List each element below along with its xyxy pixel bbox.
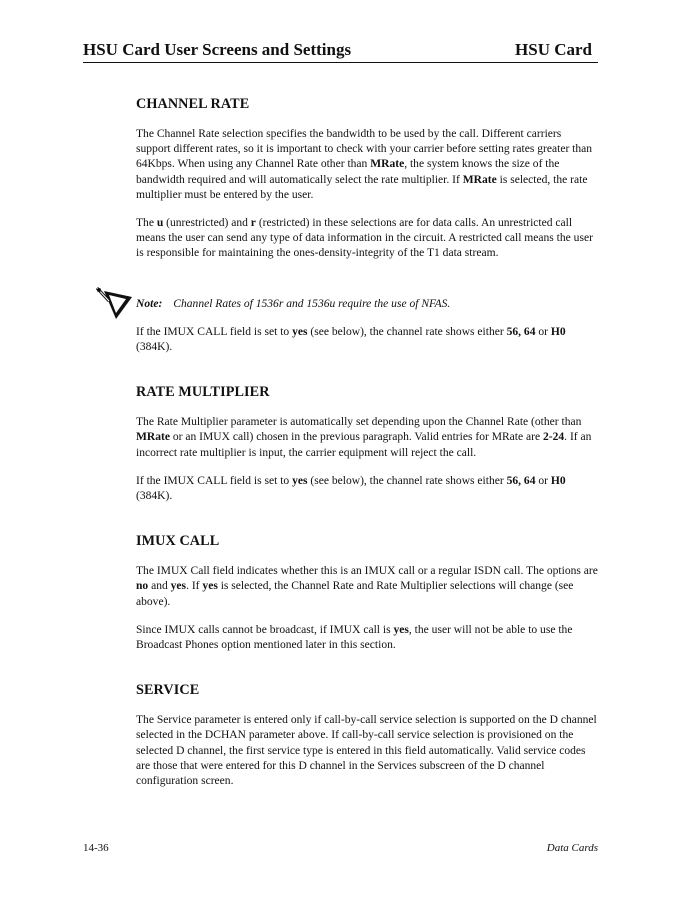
service-paragraph-1: The Service parameter is entered only if call-by-call service selection is supported on the D channel selected in the DCHAN parameter above. If call-by-call service selection is provisioned on the selected D channel, the first service type is entered in this field automatically. Valid service codes are those that were entered for this D channel in the Services subscreen of the D channel configuration screen.	[136, 714, 597, 788]
channel-rate-paragraph-1: The Channel Rate selection specifies the bandwidth to be used by the call. Different carriers support different rates, so it is important to check with your carrier before setting rates greater than 64Kbps. When using any Channel Rate other than MRate, the system knows the size of the bandwidth required and will automatically select the rate multiplier. If MRate is selected, the rate multiplier must be entered by the user.	[136, 128, 593, 201]
note-label: Note:	[136, 297, 163, 310]
page-content	[136, 96, 598, 802]
note-text: Channel Rates of 1536r and 1536u require the use of NFAS.	[173, 297, 451, 310]
section-heading-rate-multiplier: RATE MULTIPLIER	[136, 384, 270, 401]
channel-rate-paragraph-3: If the IMUX CALL field is set to yes (see below), the channel rate shows either 56, 64 or H0 (384K).	[136, 325, 566, 354]
section-heading-imux-call: IMUX CALL	[136, 533, 220, 550]
channel-rate-paragraph-2: The u (unrestricted) and r (restricted) in these selections are for data calls. An unrestricted call means the user can send any type of data information in the circuit. A restricted call means the user is responsible for maintaining the ones-density-integrity of the T1 data stream.	[136, 217, 593, 260]
rate-multiplier-paragraph-2: If the IMUX CALL field is set to yes (see below), the channel rate shows either 56, 64 or H0 (384K).	[136, 474, 566, 503]
note-pencil-icon	[96, 285, 136, 321]
rate-multiplier-paragraph-1: The Rate Multiplier parameter is automatically set depending upon the Channel Rate (other than MRate or an IMUX call) chosen in the previous paragraph. Valid entries for MRate are 2-24. If an incorrect rate multiplier is input, the carrier equipment will reject the call.	[136, 416, 592, 459]
section-heading-service: SERVICE	[136, 682, 200, 699]
page-header	[83, 40, 598, 63]
footer-chapter: Data Cards	[546, 842, 598, 854]
section-heading-channel-rate: CHANNEL RATE	[136, 96, 250, 112]
footer-page-number: 14-36	[83, 842, 109, 854]
header-section: HSU Card	[515, 40, 592, 59]
imux-call-paragraph-2: Since IMUX calls cannot be broadcast, if IMUX call is yes, the user will not be able to use the Broadcast Phones option mentioned later in this section.	[136, 623, 573, 652]
note	[136, 297, 598, 312]
imux-call-paragraph-1: The IMUX Call field indicates whether this is an IMUX call or a regular ISDN call. The options are no and yes. If yes is selected, the Channel Rate and Rate Multiplier selections will change (see above).	[136, 565, 598, 608]
header-title: HSU Card User Screens and Settings	[83, 40, 352, 59]
